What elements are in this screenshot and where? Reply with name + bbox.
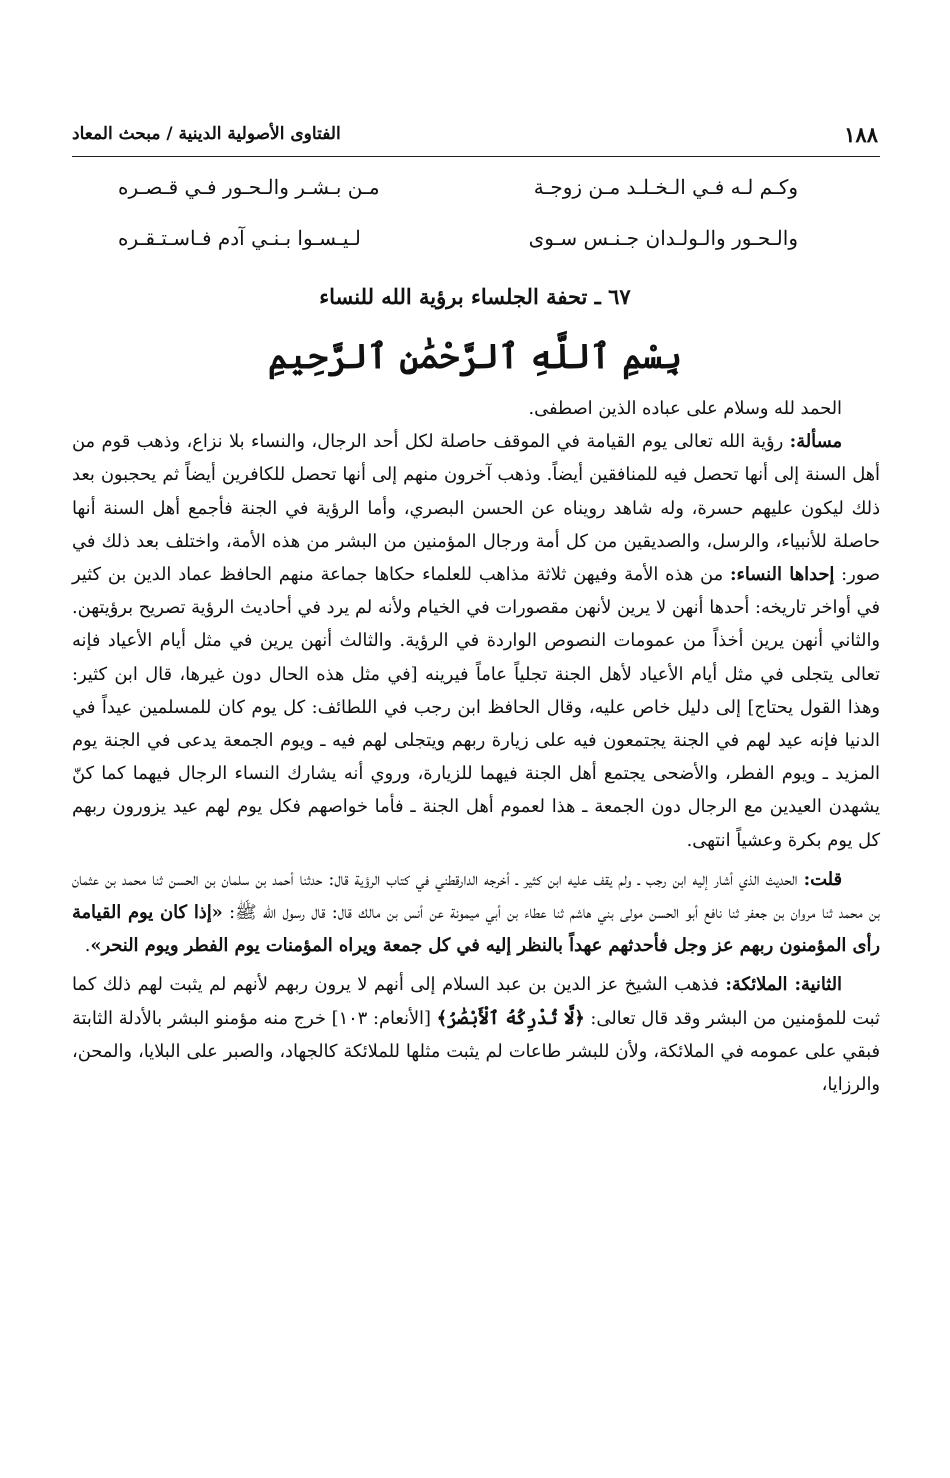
angels-label: الثانية: الملائكة:: [725, 974, 842, 996]
body-text: [72, 392, 880, 1101]
paragraph-qultu: [72, 863, 880, 963]
masala-text: رؤية الله تعالى يوم القيامة في الموقف حاصلة لكل أحد الرجال، والنساء بلا نزاع، وذهب قوم من أهل السنة إلى أنها تحصل فيه للمنافقين أيضاً. وذهب آخرون منهم إلى أنها تحصل للكافرين أيضاً ثم يحجبون بعد ذلك ليكون عليهم حسرة، وله شاهد رويناه عن الحسن البصري، وأما الرؤية في الجنة فأجمع أهل السنة أنها حاصلة للأنبياء، والرسل، والصديقين من كل أمة ورجال المؤمنين من البشر من هذه الأمة، واختلف بعد ذلك في صور:: [72, 431, 881, 586]
masala-label: مسألة:: [789, 431, 842, 453]
running-header: [72, 117, 878, 151]
poem-line-2-first-hemistich: والـحـور والـولـدان جـنـس سـوى: [528, 226, 798, 250]
paragraph-hamd: الحمد لله وسلام على عباده الذين اصطفى.: [528, 398, 842, 419]
qultu-label: قلت:: [803, 868, 842, 890]
poem-line-2-second-hemistich: لـيـسـوا بـنـي آدم فـاسـتـقـره: [118, 226, 361, 250]
paragraph-masala: [72, 425, 880, 857]
poem-line-1-first-hemistich: وكـم لـه فـي الـخـلـد مـن زوجـة: [533, 175, 798, 199]
angels-text-continued: [الأنعام: ١٠٣] خرج منه مؤمنو البشر بالأدلة الثابتة فبقي على عمومه في الملائكة، ولأن للبشر طاعات لم يثبت مثلها للملائكة كالجهاد، والصبر على البلايا، والمحن، والرزايا،: [72, 1007, 880, 1096]
hadith-quote: «إذا كان يوم القيامة رأى المؤمنون ربهم عز وجل فأحدثهم عهداً بالنظر إليه في كل جمعة ويراه المؤمنات يوم الفطر ويوم النحر»: [72, 902, 880, 957]
qultu-end: .: [84, 935, 91, 957]
qultu-text: الحديث الذي أشار إليه ابن رجب ـ ولم يقف عليه ابن كثير ـ أخرجه الدارقطني في كتاب الرؤية قال: حدثنا أحمد بن سلمان بن الحسن ثنا محمد بن عثمان بن محمد ثنا مروان بن جعفر ثنا نافع أبو الحسن مولى بني هاشم ثنا عطاء بن أبي ميمونة عن أنس بن مالك قال: قال رسول الله ﷺ:: [72, 868, 880, 924]
header-divider: [72, 156, 880, 157]
page-number: ١٨٨: [844, 121, 878, 147]
poem-line-1-second-hemistich: مـن بـشـر والـحـور فـي قـصـره: [118, 175, 380, 199]
section-title: ٦٧ ـ تحفة الجلساء برؤية الله للنساء: [319, 284, 631, 309]
book-title: الفتاوى الأصولية الدينية / مبحث المعاد: [72, 124, 341, 144]
quran-verse: ﴿لَّا تُدْرِكُهُ ٱلْأَبْصَٰرُ﴾: [436, 1007, 585, 1029]
basmala-calligraphy: بِسْمِ ٱللَّهِ ٱلرَّحْمَٰنِ ٱلرَّحِيمِ: [267, 337, 683, 377]
first-case-text: من هذه الأمة وفيهن ثلاثة مذاهب للعلماء حكاها جماعة منهم الحافظ عماد الدين بن كثير في أواخر تاريخه: أحدها أنهن لا يرين لأنهن مقصورات في الخيام ولأنه لم يرد في أحاديث الرؤية تصريح برؤيتهن. والثاني أنهن يرين أخذاً من عمومات النصوص الواردة في الرؤية. والثالث أنهن يرين في مثل أيام الأعياد فإنه تعالى يتجلى في مثل أيام الأعياد لأهل الجنة تجلياً عاماً فيرينه [في مثل هذه الحال دون غيرها، قال ابن كثير: وهذا القول يحتاج] إلى دليل خاص عليه، وقال الحافظ ابن رجب في اللطائف: كل يوم كان للمسلمين عيداً في الدنيا فإنه عيد لهم في الجنة يجتمعون فيه على زيارة ربهم ويتجلى لهم فيه ـ ويوم الجمعة يدعى في الجنة يوم المزيد ـ ويوم الفطر، والأضحى يجتمع أهل الجنة فيهما للزيارة، وروي أنه يشارك النساء الرجال فيهما كما كنّ يشهدن العيدين مع الرجال دون الجمعة ـ هذا لعموم أهل الجنة ـ فأما خواصهم فكل يوم لهم عيد يزورون ربهم كل يوم بكرة وعشياً انتهى.: [72, 564, 880, 851]
first-case-label: إحداها النساء:: [729, 564, 835, 586]
paragraph-angels: [72, 968, 880, 1101]
angels-text: فذهب الشيخ عز الدين بن عبد السلام إلى أنهم لا يرون ربهم لأنهم لم يثبت لهم ذلك كما ثبت للمؤمنين من البشر وقد قال تعالى:: [72, 974, 880, 1029]
